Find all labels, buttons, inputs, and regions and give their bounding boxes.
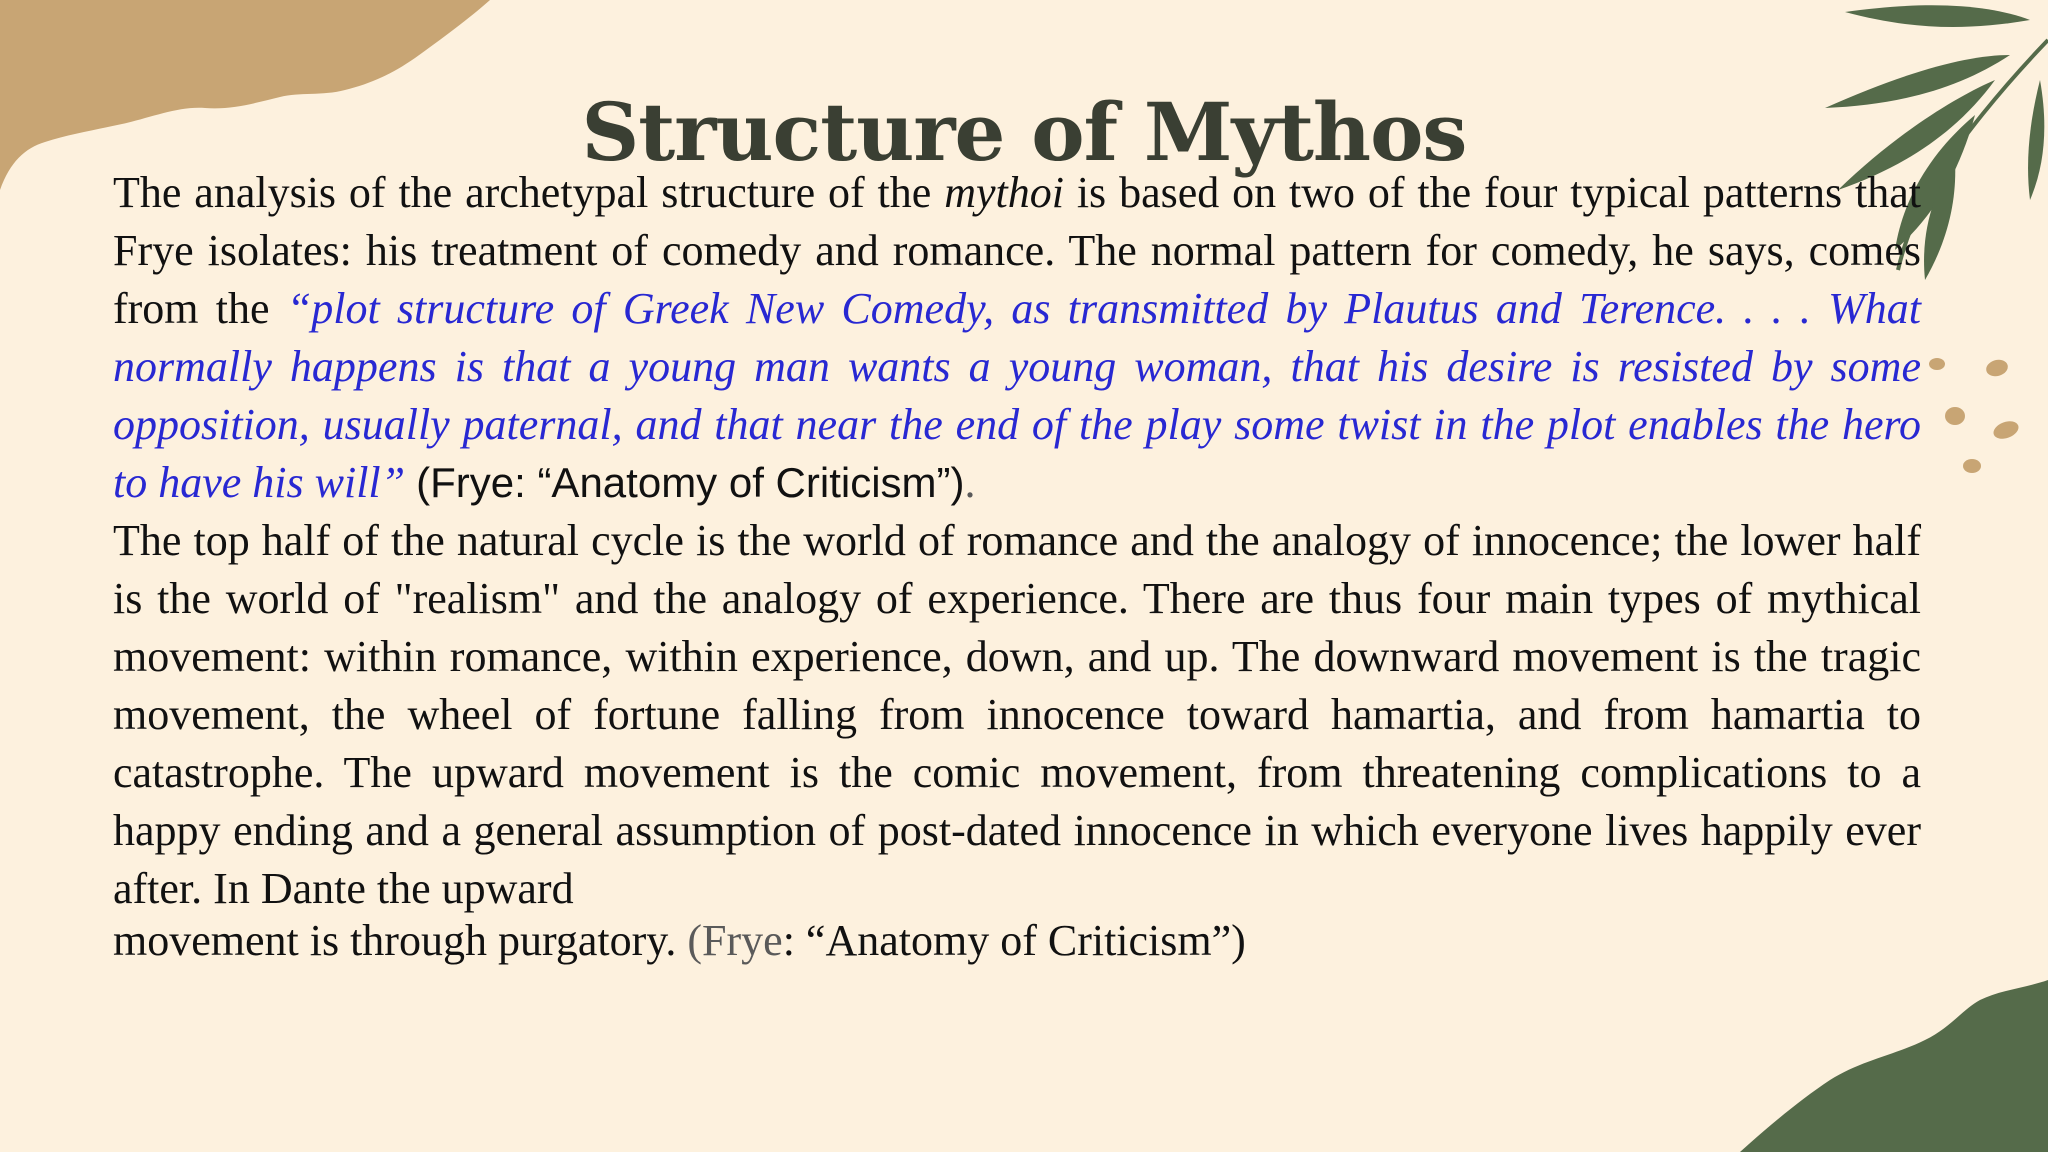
paragraph1-mythoi-italic: mythoi [944,168,1064,217]
paragraph-comedy-pattern [113,164,1921,512]
paragraph2-citation-open: (Frye [687,916,783,965]
paragraph1-citation: (Frye: “Anatomy of Criticism”) [416,459,965,506]
slide-body [113,164,1921,970]
paragraph-mythical-movement [113,512,1921,970]
paragraph2-last-line-text: movement is through purgatory. [113,916,688,965]
frye-quotation: “plot structure of Greek New Comedy, as transmitted by Plautus and Terence. . . . What normally happens is that a young man wants a young woman, that his desire is resisted by some opposition, usually paternal, and that near the end of the play some twist in the plot enables the hero to have his will” [113,284,1921,507]
decorative-dots [1929,357,2021,473]
paragraph2-last-line [113,912,1921,970]
paragraph2-text: The top half of the natural cycle is the world of romance and the analogy of innocence; the lower half is the world of "realism" and the analogy of experience. There are thus four main types of mythical movement: within romance, within experience, down, and up. The downward movement is the tragic movement, the wheel of fortune falling from innocence toward hamartia, and from hamartia to catastrophe. The upward movement is the comic movement, from threatening complications to a happy ending and a general assumption of post-dated innocence in which everyone lives happily ever after. In Dante the upward [113,516,1921,913]
paragraph1-intro-a: The analysis of the archetypal structure of the [113,168,945,217]
paragraph2-citation-rest: : “Anatomy of Criticism”) [782,916,1246,965]
paragraph1-end-period: . [964,458,976,507]
slide-title: Structure of Mythos [581,85,1467,179]
bottom-right-green-shape [1740,980,2048,1152]
paragraph1-intro-b: is based on two of the four typical patterns that Frye isolates: his treatment of comedy and romance. The normal pattern for comedy, he says, comes from the [113,168,1921,333]
